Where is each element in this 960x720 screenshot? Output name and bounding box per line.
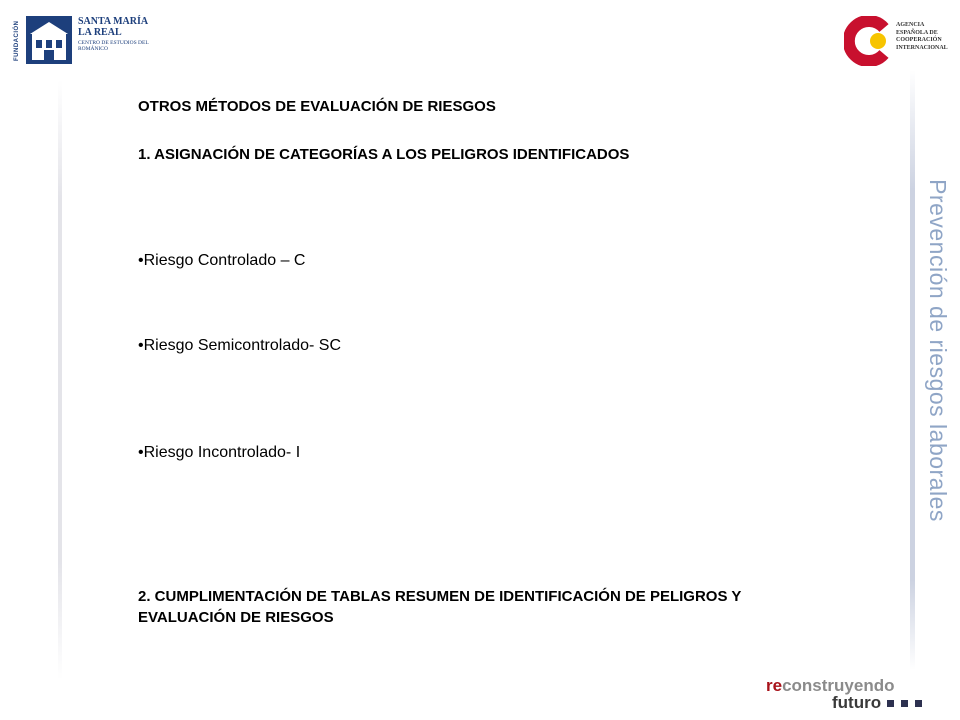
monastery-emblem-icon bbox=[26, 16, 72, 64]
brand-square bbox=[887, 700, 894, 707]
left-frame-line bbox=[58, 80, 62, 680]
brand-rest: construyendo bbox=[782, 676, 895, 695]
logo-subtitle: CENTRO DE ESTUDIOS DEL ROMÁNICO bbox=[78, 40, 149, 52]
logo-text bbox=[78, 16, 158, 52]
aecid-text bbox=[896, 22, 956, 52]
section-1-heading: 1. ASIGNACIÓN DE CATEGORÍAS A LOS PELIGROS IDENTIFICADOS bbox=[138, 146, 630, 163]
bullet-riesgo-incontrolado: •Riesgo Incontrolado- I bbox=[138, 444, 301, 461]
side-title-text: Prevención de riesgos laborales bbox=[924, 178, 951, 522]
logo-vertical-text: FUNDACIÓN bbox=[14, 20, 20, 62]
slide-heading: OTROS MÉTODOS DE EVALUACIÓN DE RIESGOS bbox=[138, 98, 496, 115]
brand-line-2: futuro bbox=[832, 693, 882, 712]
brand-squares bbox=[887, 700, 922, 707]
logo-line-2: LA REAL bbox=[78, 27, 122, 38]
aecid-c-mark-icon bbox=[844, 16, 892, 66]
side-title bbox=[902, 160, 960, 540]
aecid-line-1: AGENCIA bbox=[896, 22, 925, 28]
brand-square bbox=[901, 700, 908, 707]
aecid-line-4: INTERNACIONAL bbox=[896, 44, 948, 51]
brand-prefix: re bbox=[766, 676, 783, 695]
reconstruyendo-futuro-brand bbox=[766, 676, 946, 712]
brand-square bbox=[915, 700, 922, 707]
aecid-line-2: ESPAÑOLA DE bbox=[896, 29, 938, 36]
logo-line-1: SANTA MARÍA bbox=[78, 16, 149, 27]
bullet-riesgo-controlado: •Riesgo Controlado – C bbox=[138, 252, 306, 269]
section-2-heading: 2. CUMPLIMENTACIÓN DE TABLAS RESUMEN DE IDENTIFICACIÓN DE PELIGROS Y EVALUACIÓN DE RIESGOS bbox=[138, 588, 742, 626]
bullet-riesgo-semicontrolado: •Riesgo Semicontrolado- SC bbox=[138, 337, 342, 354]
aecid-line-3: COOPERACIÓN bbox=[896, 37, 942, 43]
agencia-cooperacion-logo bbox=[838, 14, 948, 70]
